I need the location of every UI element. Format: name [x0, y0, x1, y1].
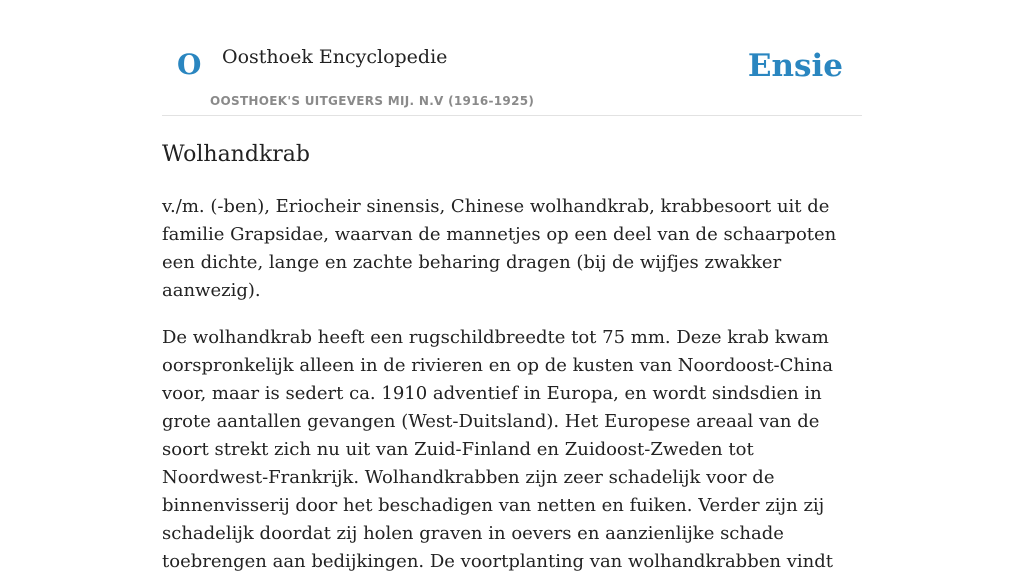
publisher-subtitle: OOSTHOEK'S UITGEVERS MIJ. N.V (1916-1925): [210, 94, 535, 108]
page-container: [162, 0, 862, 576]
article-paragraph-1: v./m. (-ben), Eriocheir sinensis, Chinese wolhandkrab, krabbesoort uit de familie Grapsidae, waarvan de mannetjes op een deel van de schaarpoten een dichte, lange en zachte beharing dragen (bij de wijfjes zwakker aanwezig).: [162, 196, 837, 302]
ensie-brand-logo[interactable]: Ensie: [747, 48, 843, 84]
article-paragraph-2: De wolhandkrab heeft een rugschildbreedte tot 75 mm. Deze krab kwam oorspronkelijk alleen in de rivieren en op de kusten van Noordoost-China voor, maar is sedert ca. 1910 adventief in Europa, en wordt sindsdien in grote aantallen gevangen (West-Duitsland). Het Europese areaal van de soort strekt zich nu uit van Zuid-Finland en Zuidoost-Zweden tot Noordwest-Frankrijk. Wolhandkrabben zijn zeer schadelijk voor de binnenvisserij door het beschadigen van netten en fuiken. Verder zijn zij schadelijk doordat zij holen graven in oevers en aanzienlijke schade toebrengen aan bedijkingen. De voortplanting van wolhandkrabben vindt: [162, 327, 834, 573]
article-title: Wolhandkrab: [162, 142, 310, 167]
site-header: [162, 0, 862, 116]
publication-logo[interactable]: O: [177, 48, 202, 81]
publication-title[interactable]: Oosthoek Encyclopedie: [222, 46, 448, 68]
